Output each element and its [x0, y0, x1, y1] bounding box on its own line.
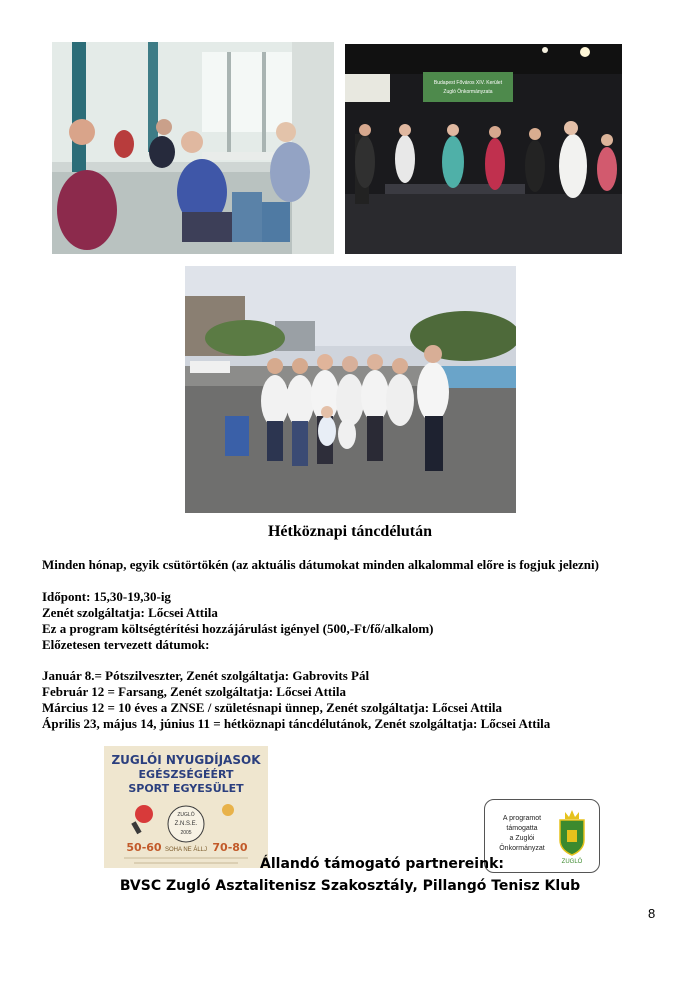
sponsor-line: Önkormányzat [499, 845, 545, 852]
club-age-left: 50-60 [126, 841, 162, 854]
club-age-right: 70-80 [212, 841, 248, 854]
page-number: 8 [648, 906, 656, 921]
monthly-note: Minden hónap, egyik csütörtökén (az aktuális dátumokat minden alkalommal előre is fogjuk jelezni) [42, 557, 599, 572]
partners-names: BVSC Zugló Asztalitenisz Szakosztály, Pillangó Tenisz Klub [119, 878, 581, 894]
sponsor-text [491, 814, 553, 854]
crest-caption: ZUGLÓ [561, 859, 583, 864]
time-line: Időpont: 15,30-19,30-ig [42, 589, 171, 604]
photo-stage-dance [345, 44, 622, 254]
event-title: Hétköznapi táncdélután [267, 523, 432, 540]
stage-banner-line2: Zugló Önkormányzata [443, 89, 493, 95]
cost-line: Ez a program költségtérítési hozzájárulást igényel (500,-Ft/fő/alkalom) [42, 621, 434, 636]
club-seal-top: ZUGLÓ [177, 812, 195, 818]
club-logo-line1: ZUGLÓI NYUGDÍJASOK [111, 753, 261, 767]
date-february: Február 12 = Farsang, Zenét szolgáltatja: Lőcsei Attila [42, 684, 346, 699]
sponsor-line: A programot [502, 815, 542, 822]
club-logo-line3: SPORT EGYESÜLET [128, 782, 244, 795]
sponsor-line: támogatta [506, 825, 538, 832]
club-slogan: SOHA NE ÁLLJ [164, 847, 208, 853]
club-logo [104, 746, 268, 868]
club-logo-line2: EGÉSZSÉGÉÉRT [138, 768, 234, 781]
partners-label: Állandó támogató partnereink: [260, 856, 504, 872]
photo-cafe-gathering [52, 42, 334, 254]
club-seal-year: 2005 [180, 830, 192, 836]
club-seal-mid: Z.N.S.E. [174, 821, 198, 827]
stage-banner-line1: Budapest Főváros XIV. Kerület [433, 80, 503, 86]
date-april: Április 23, május 14, június 11 = hétköznapi táncdélutánok, Zenét szolgáltatja: Lőcsei Attila [42, 716, 551, 731]
photo-group-outdoor [185, 266, 516, 513]
music-line: Zenét szolgáltatja: Lőcsei Attila [42, 605, 218, 620]
planned-dates-heading: Előzetesen tervezett dátumok: [42, 637, 210, 652]
date-march: Március 12 = 10 éves a ZNSE / születésnapi ünnep, Zenét szolgáltatja: Lőcsei Attila [42, 700, 502, 715]
date-january: Január 8.= Pótszilveszter, Zenét szolgáltatja: Gabrovits Pál [42, 668, 370, 683]
sponsor-line: a Zuglói [509, 835, 535, 842]
